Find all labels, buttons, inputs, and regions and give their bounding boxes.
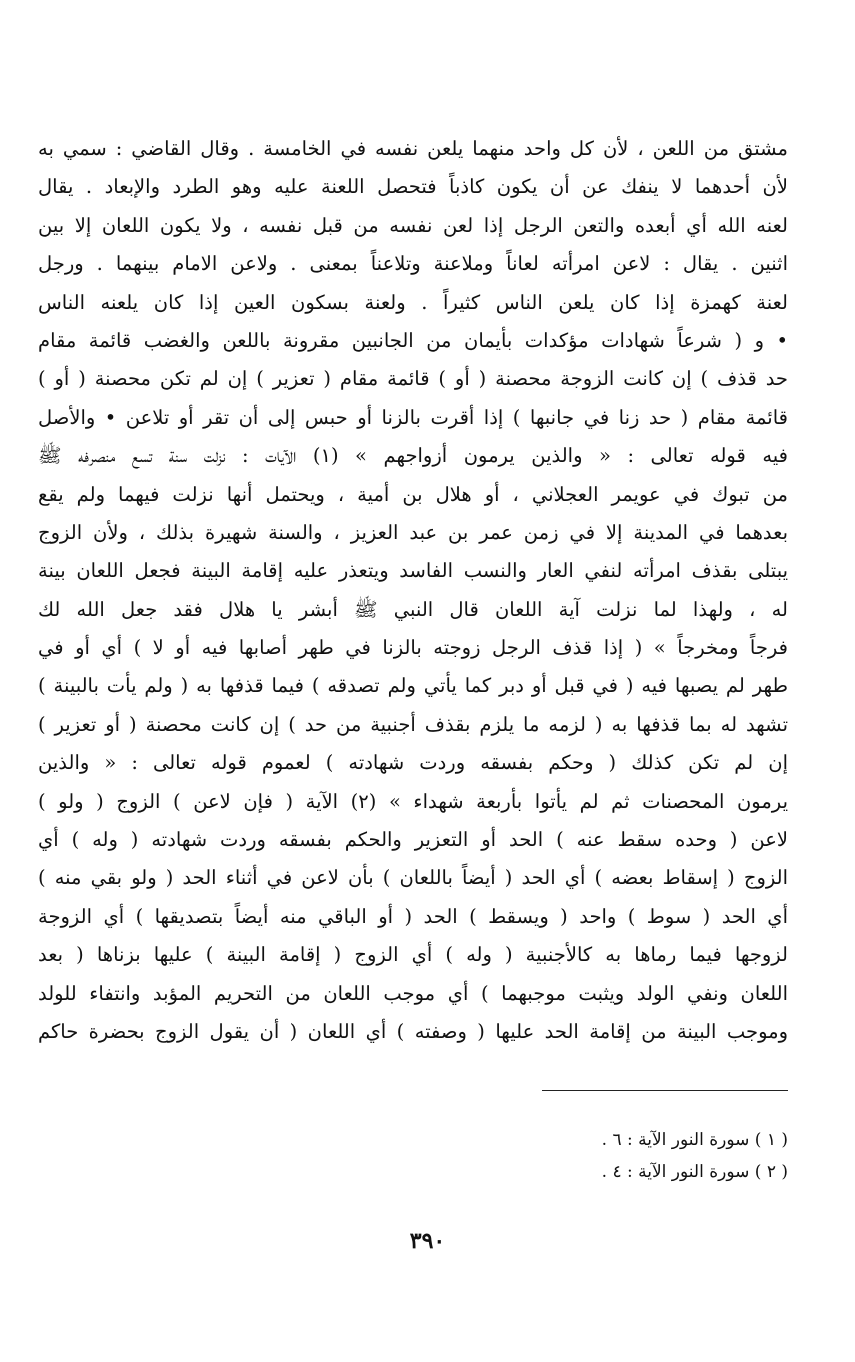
- text-line: لعنة كهمزة إذا كان يلعن الناس كثيراً . ولعنة بسكون العين إذا كان يلعنه الناس: [38, 290, 788, 314]
- text-line: إن لم تكن كذلك ( وحكم بفسقه وردت شهادته ) لعموم قوله تعالى : « والذين: [38, 751, 788, 775]
- page-number: ٣٩٠: [409, 1228, 446, 1254]
- text-line: اثنين . يقال : لاعن امرأته لعاناً وملاعنة وتلاعناً بمعنى . ولاعن الامام بينهما . ورجل: [38, 252, 788, 276]
- text-line: تشهد له بما قذفها به ( لزمه ما يلزم بقذف أجنبية من حد ) إن كانت محصنة ( أو تعزير ): [38, 712, 788, 736]
- text-line: لأن أحدهما لا ينفك عن أن يكون كاذباً فتحصل اللعنة عليه وهو الطرد والإبعاد . يقال: [38, 175, 788, 199]
- text-line: الزوج ( إسقاط بعضه ) أي الحد ( أيضاً باللعان ) بأن لاعن في أثناء الحد ( ولو بقي منه ): [38, 866, 788, 890]
- footnotes: [38, 1124, 788, 1188]
- text-line: مشتق من اللعن ، لأن كل واحد منهما يلعن نفسه في الخامسة . وقال القاضي : سمي به: [38, 137, 788, 160]
- text-line: يبتلى بقذف امرأته لنفي العار والنسب الفاسد ويتعذر عليه إقامة البينة فجعل اللعان بينة: [38, 559, 788, 583]
- footnote-2: ( ٢ ) سورة النور الآية : ٤ .: [601, 1162, 788, 1182]
- text-line: فرجاً ومخرجاً » ( إذا قذف الرجل زوجته بالزنا في طهر أصابها فيه أو لا ) أي أو في: [38, 636, 788, 660]
- text-line: وموجب البينة من إقامة الحد عليها ( وصفته ) أي اللعان ( أن يقول الزوج بحضرة حاكم: [38, 1019, 788, 1043]
- text-line: يرمون المحصنات ثم لم يأتوا بأربعة شهداء » (٢) الآية ( فإن لاعن ) الزوج ( ولو ): [38, 789, 788, 813]
- text-line: طهر لم يصبها فيه ( في قبل أو دبر كما يأتي ولم تصدقه ) فيما قذفها به ( ولم يأت بالبينة ): [38, 674, 788, 698]
- text-line: حد قذف ) إن كانت الزوجة محصنة ( أو ) قائمة مقام ( تعزير ) إن لم تكن محصنة ( أو ): [38, 367, 788, 391]
- main-text: [38, 130, 788, 1051]
- text-line: • و ( شرعاً شهادات مؤكدات بأيمان من الجانبين مقرونة باللعن والغضب قائمة مقام: [38, 328, 788, 352]
- text-line: بعدهما في المدينة إلا في زمن عمر بن عبد العزيز ، والسنة شهيرة بذلك ، ولأن الزوج: [38, 520, 788, 544]
- text-line: لزوجها فيما رماها به كالأجنبية ( وله ) أي الزوج ( إقامة البينة ) عليها بزناها ( بعد: [38, 943, 788, 967]
- text-line: لاعن ( وحده سقط عنه ) الحد أو التعزير والحكم بفسقه وردت شهادته ( وله ) أي: [38, 828, 788, 852]
- text-line: فيه قوله تعالى : « والذين يرمون أزواجهم » (١) الآيات : نزلت سنة تسع منصرفه ﷺ: [38, 444, 788, 468]
- footnote-1: ( ١ ) سورة النور الآية : ٦ .: [601, 1130, 788, 1150]
- footnote-divider: [542, 1090, 788, 1091]
- text-line: أي الحد ( سوط ) واحد ( ويسقط ) الحد ( أو الباقي منه أيضاً بتصديقها ) أي الزوجة: [38, 904, 788, 928]
- text-line: له ، ولهذا لما نزلت آية اللعان قال النبي ﷺ أبشر يا هلال فقد جعل الله لك: [38, 597, 788, 621]
- text-line: لعنه الله أي أبعده والتعن الرجل إذا لعن نفسه من قبل نفسه ، ولا يكون اللعان إلا بين: [38, 213, 788, 237]
- text-line: اللعان ونفي الولد ويثبت موجبهما ) أي موجب اللعان من التحريم المؤبد وانتفاء للولد: [38, 981, 788, 1005]
- text-line: من تبوك في عويمر العجلاني ، أو هلال بن أمية ، ويحتمل أنها نزلت فيهما ولم يقع: [38, 482, 788, 506]
- text-line: قائمة مقام ( حد زنا في جانبها ) إذا أقرت بالزنا أو حبس إلى أن تقر أو تلاعن • والأصل: [38, 405, 788, 429]
